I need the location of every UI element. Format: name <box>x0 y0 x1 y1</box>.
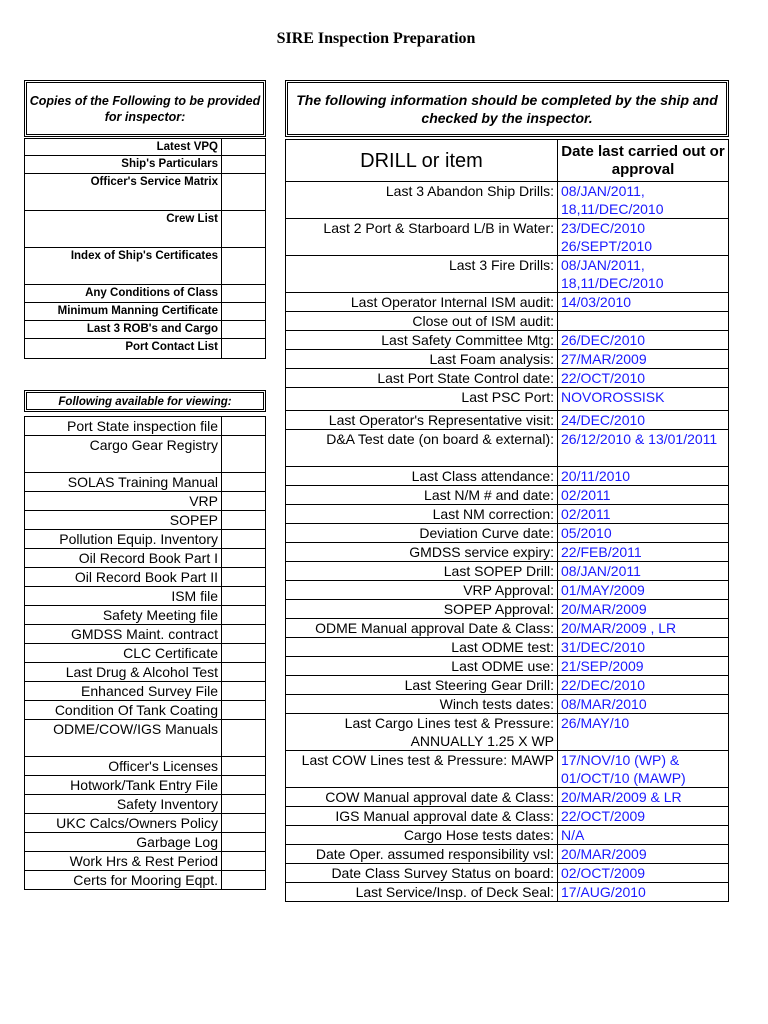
viewing-check-cell <box>222 492 266 511</box>
drill-row <box>286 256 729 293</box>
viewing-check-cell <box>222 663 266 682</box>
copies-row <box>25 339 266 359</box>
drill-row <box>286 581 729 600</box>
drill-date <box>558 312 729 331</box>
viewing-check-cell <box>222 871 266 890</box>
drill-date: 20/MAR/2009 <box>558 600 729 619</box>
drill-row <box>286 845 729 864</box>
viewing-item: Enhanced Survey File <box>25 682 222 701</box>
copies-check-cell <box>222 248 266 285</box>
copies-check-cell <box>222 156 266 174</box>
drill-row <box>286 562 729 581</box>
viewing-check-cell <box>222 549 266 568</box>
drill-row <box>286 676 729 695</box>
viewing-item: Safety Inventory <box>25 795 222 814</box>
viewing-item: Garbage Log <box>25 833 222 852</box>
drill-item: Last Class attendance: <box>286 467 558 486</box>
copies-check-cell <box>222 174 266 211</box>
viewing-row <box>25 511 266 530</box>
copies-check-cell <box>222 139 266 156</box>
drill-date: 01/MAY/2009 <box>558 581 729 600</box>
drill-item: Last 3 Abandon Ship Drills: <box>286 182 558 219</box>
drill-date: 31/DEC/2010 <box>558 638 729 657</box>
viewing-check-cell <box>222 795 266 814</box>
copies-item: Officer's Service Matrix <box>25 174 222 211</box>
drill-item: Last Operator Internal ISM audit: <box>286 293 558 312</box>
drill-row <box>286 826 729 845</box>
copies-item: Index of Ship's Certificates <box>25 248 222 285</box>
viewing-row <box>25 417 266 436</box>
drill-item: Date Class Survey Status on board: <box>286 864 558 883</box>
drill-item: Close out of ISM audit: <box>286 312 558 331</box>
viewing-item: Safety Meeting file <box>25 606 222 625</box>
drill-row <box>286 864 729 883</box>
viewing-row <box>25 720 266 757</box>
viewing-item: VRP <box>25 492 222 511</box>
drill-item: Last Steering Gear Drill: <box>286 676 558 695</box>
drill-item: SOPEP Approval: <box>286 600 558 619</box>
viewing-row <box>25 549 266 568</box>
viewing-row <box>25 852 266 871</box>
viewing-row <box>25 436 266 473</box>
drill-date: 08/JAN/2011, 18,11/DEC/2010 <box>558 256 729 293</box>
viewing-row <box>25 473 266 492</box>
copies-item: Port Contact List <box>25 339 222 359</box>
drill-row <box>286 505 729 524</box>
viewing-item: ISM file <box>25 587 222 606</box>
copies-check-cell <box>222 321 266 339</box>
drill-date: 08/MAR/2010 <box>558 695 729 714</box>
drill-date: 17/AUG/2010 <box>558 883 729 902</box>
viewing-check-cell <box>222 757 266 776</box>
drill-row <box>286 883 729 902</box>
info-header: The following information should be completed by the ship and checked by the inspector. <box>296 92 718 126</box>
drill-row <box>286 638 729 657</box>
viewing-item: Last Drug & Alcohol Test <box>25 663 222 682</box>
drill-item: Last Operator's Representative visit: <box>286 411 558 430</box>
drill-row <box>286 411 729 430</box>
copies-item: Crew List <box>25 211 222 248</box>
drill-row <box>286 293 729 312</box>
drill-date: 20/MAR/2009 <box>558 845 729 864</box>
drill-date: 23/DEC/2010 26/SEPT/2010 <box>558 219 729 256</box>
copies-row <box>25 211 266 248</box>
viewing-item: SOLAS Training Manual <box>25 473 222 492</box>
viewing-item: UKC Calcs/Owners Policy <box>25 814 222 833</box>
drill-item: Last ODME use: <box>286 657 558 676</box>
drill-date: 05/2010 <box>558 524 729 543</box>
drill-item: Last 3 Fire Drills: <box>286 256 558 293</box>
viewing-item: ODME/COW/IGS Manuals <box>25 720 222 757</box>
drill-item: Last Safety Committee Mtg: <box>286 331 558 350</box>
drill-item: Last SOPEP Drill: <box>286 562 558 581</box>
copies-item: Last 3 ROB's and Cargo <box>25 321 222 339</box>
drill-item: Last Foam analysis: <box>286 350 558 369</box>
drill-item: IGS Manual approval date & Class: <box>286 807 558 826</box>
viewing-check-cell <box>222 436 266 473</box>
viewing-row <box>25 492 266 511</box>
viewing-row <box>25 530 266 549</box>
viewing-item: Hotwork/Tank Entry File <box>25 776 222 795</box>
viewing-check-cell <box>222 644 266 663</box>
drill-date: 20/11/2010 <box>558 467 729 486</box>
drill-row <box>286 751 729 788</box>
viewing-check-cell <box>222 568 266 587</box>
viewing-item: Oil Record Book Part I <box>25 549 222 568</box>
viewing-header: Following available for viewing: <box>58 396 232 408</box>
drill-item: Date Oper. assumed responsibility vsl: <box>286 845 558 864</box>
viewing-row <box>25 663 266 682</box>
drill-item: Last COW Lines test & Pressure: MAWP <box>286 751 558 788</box>
drill-row <box>286 388 729 411</box>
viewing-item: GMDSS Maint. contract <box>25 625 222 644</box>
copies-row <box>25 285 266 303</box>
viewing-row <box>25 814 266 833</box>
drill-item: COW Manual approval date & Class: <box>286 788 558 807</box>
drill-row <box>286 486 729 505</box>
viewing-header-box <box>24 390 266 412</box>
drill-date: 20/MAR/2009 & LR <box>558 788 729 807</box>
viewing-row <box>25 776 266 795</box>
drill-date: 02/2011 <box>558 505 729 524</box>
drill-date: 22/DEC/2010 <box>558 676 729 695</box>
viewing-row <box>25 701 266 720</box>
viewing-check-cell <box>222 417 266 436</box>
copies-item: Latest VPQ <box>25 139 222 156</box>
drill-row <box>286 182 729 219</box>
drill-row <box>286 350 729 369</box>
viewing-row <box>25 871 266 890</box>
drill-item: Cargo Hose tests dates: <box>286 826 558 845</box>
drill-row <box>286 312 729 331</box>
drill-row <box>286 788 729 807</box>
drill-row <box>286 331 729 350</box>
copies-header-box <box>24 80 266 137</box>
drill-item: Last NM correction: <box>286 505 558 524</box>
drill-date: 08/JAN/2011 <box>558 562 729 581</box>
drill-date: 27/MAR/2009 <box>558 350 729 369</box>
viewing-row <box>25 682 266 701</box>
drill-item: VRP Approval: <box>286 581 558 600</box>
col-item-header: DRILL or item <box>286 140 558 182</box>
drill-row <box>286 657 729 676</box>
drill-table-header-row <box>286 140 729 182</box>
drill-row <box>286 524 729 543</box>
copies-row <box>25 303 266 321</box>
viewing-row <box>25 606 266 625</box>
drill-date: 26/DEC/2010 <box>558 331 729 350</box>
drill-row <box>286 219 729 256</box>
copies-row <box>25 321 266 339</box>
drill-date: 20/MAR/2009 , LR <box>558 619 729 638</box>
drill-date: 14/03/2010 <box>558 293 729 312</box>
drill-item: D&A Test date (on board & external): <box>286 430 558 467</box>
drill-row <box>286 600 729 619</box>
drill-date: NOVOROSSISK <box>558 388 729 411</box>
info-header-box <box>285 80 729 137</box>
drill-row <box>286 695 729 714</box>
viewing-check-cell <box>222 720 266 757</box>
viewing-table <box>24 416 266 890</box>
viewing-row <box>25 587 266 606</box>
copies-table <box>24 138 266 359</box>
viewing-check-cell <box>222 511 266 530</box>
drill-item: ODME Manual approval Date & Class: <box>286 619 558 638</box>
drill-row <box>286 467 729 486</box>
viewing-item: Condition Of Tank Coating <box>25 701 222 720</box>
drill-item: GMDSS service expiry: <box>286 543 558 562</box>
copies-row <box>25 156 266 174</box>
viewing-check-cell <box>222 852 266 871</box>
viewing-row <box>25 757 266 776</box>
drill-row <box>286 430 729 467</box>
viewing-item: Officer's Licenses <box>25 757 222 776</box>
drill-item: Last PSC Port: <box>286 388 558 411</box>
copies-check-cell <box>222 303 266 321</box>
viewing-check-cell <box>222 833 266 852</box>
viewing-item: Port State inspection file <box>25 417 222 436</box>
drill-item: Winch tests dates: <box>286 695 558 714</box>
drill-row <box>286 543 729 562</box>
viewing-check-cell <box>222 606 266 625</box>
viewing-check-cell <box>222 530 266 549</box>
drill-date: 08/JAN/2011, 18,11/DEC/2010 <box>558 182 729 219</box>
viewing-check-cell <box>222 776 266 795</box>
drill-date: 02/OCT/2009 <box>558 864 729 883</box>
copies-item: Any Conditions of Class <box>25 285 222 303</box>
viewing-item: Pollution Equip. Inventory <box>25 530 222 549</box>
viewing-check-cell <box>222 473 266 492</box>
drill-date: 21/SEP/2009 <box>558 657 729 676</box>
drill-date: 26/12/2010 & 13/01/2011 <box>558 430 729 467</box>
page-title: SIRE Inspection Preparation <box>276 30 476 47</box>
drill-item: Last N/M # and date: <box>286 486 558 505</box>
viewing-item: Cargo Gear Registry <box>25 436 222 473</box>
drill-date: 24/DEC/2010 <box>558 411 729 430</box>
drill-date: 22/OCT/2009 <box>558 807 729 826</box>
copies-check-cell <box>222 211 266 248</box>
viewing-item: Certs for Mooring Eqpt. <box>25 871 222 890</box>
viewing-row <box>25 644 266 663</box>
drill-date: 02/2011 <box>558 486 729 505</box>
col-date-header: Date last carried out or approval <box>558 140 729 182</box>
copies-row <box>25 139 266 156</box>
drill-row <box>286 619 729 638</box>
drill-item: Deviation Curve date: <box>286 524 558 543</box>
drill-item: Last Service/Insp. of Deck Seal: <box>286 883 558 902</box>
copies-check-cell <box>222 285 266 303</box>
copies-row <box>25 174 266 211</box>
copies-check-cell <box>222 339 266 359</box>
drill-row <box>286 807 729 826</box>
viewing-row <box>25 625 266 644</box>
viewing-item: CLC Certificate <box>25 644 222 663</box>
viewing-check-cell <box>222 701 266 720</box>
drill-date: N/A <box>558 826 729 845</box>
drill-date: 17/NOV/10 (WP) & 01/OCT/10 (MAWP) <box>558 751 729 788</box>
viewing-check-cell <box>222 625 266 644</box>
drill-date: 26/MAY/10 <box>558 714 729 751</box>
copies-header: Copies of the Following to be provided for inspector: <box>29 94 261 124</box>
copies-row <box>25 248 266 285</box>
viewing-check-cell <box>222 814 266 833</box>
drill-item: Last Port State Control date: <box>286 369 558 388</box>
viewing-item: SOPEP <box>25 511 222 530</box>
drill-row <box>286 369 729 388</box>
viewing-check-cell <box>222 682 266 701</box>
copies-item: Ship's Particulars <box>25 156 222 174</box>
viewing-row <box>25 833 266 852</box>
drill-row <box>286 714 729 751</box>
drill-item: Last ODME test: <box>286 638 558 657</box>
viewing-check-cell <box>222 587 266 606</box>
viewing-row <box>25 568 266 587</box>
drill-item: Last Cargo Lines test & Pressure: ANNUALLY 1.25 X WP <box>286 714 558 751</box>
copies-item: Minimum Manning Certificate <box>25 303 222 321</box>
viewing-row <box>25 795 266 814</box>
viewing-item: Work Hrs & Rest Period <box>25 852 222 871</box>
drill-date: 22/OCT/2010 <box>558 369 729 388</box>
drill-date: 22/FEB/2011 <box>558 543 729 562</box>
drill-table <box>285 139 729 902</box>
viewing-item: Oil Record Book Part II <box>25 568 222 587</box>
drill-item: Last 2 Port & Starboard L/B in Water: <box>286 219 558 256</box>
